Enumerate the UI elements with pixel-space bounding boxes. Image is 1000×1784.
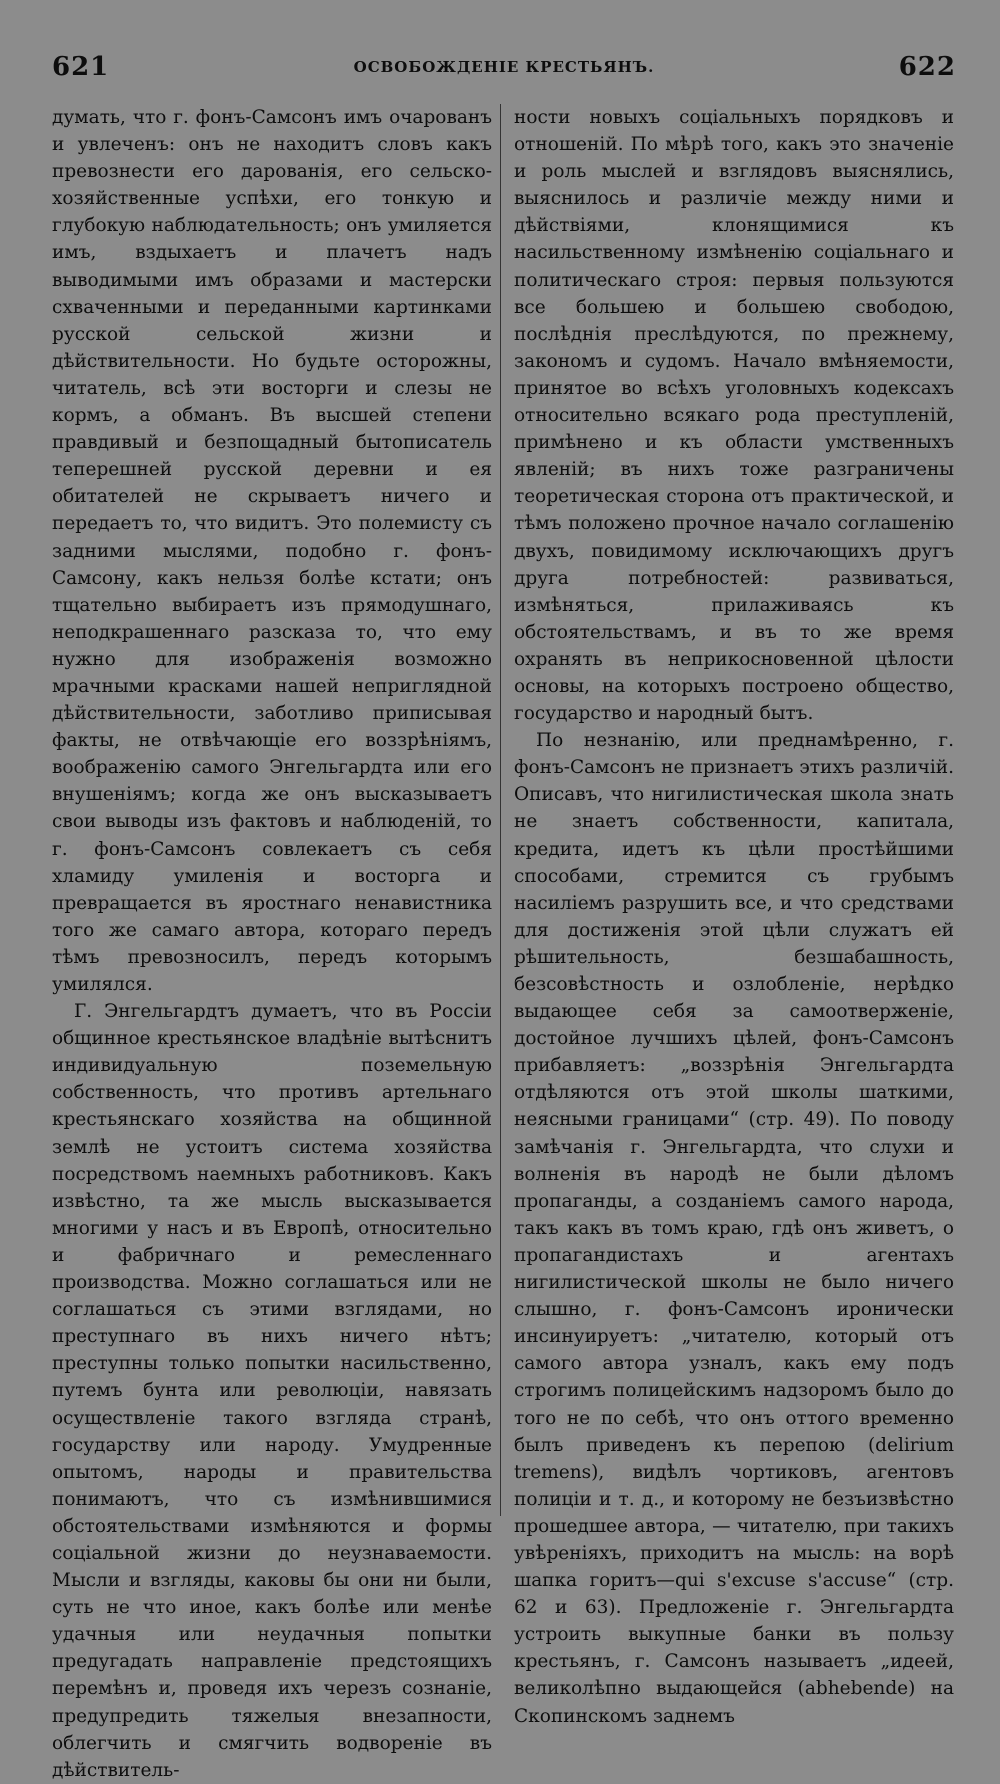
column-divider bbox=[500, 104, 501, 1516]
page-header bbox=[52, 50, 956, 86]
left-column bbox=[52, 104, 492, 1784]
left-paragraph-2: Г. Энгельгардтъ думаетъ, что въ Россіи общинное крестьянское владѣніе вытѣснитъ индивидуальную поземельную собственность, что противъ артельнаго крестьянскаго хозяйства на общинной землѣ не устоитъ система хозяйства посредствомъ наемныхъ работниковъ. Какъ извѣстно, та же мысль высказывается многими у насъ и въ Европѣ, относительно и фабричнаго и ремесленнаго производства. Можно соглашаться или не соглашаться съ этими взглядами, но преступнаго въ нихъ ничего нѣтъ; преступны только попытки насильственно, путемъ бунта или революціи, навязать осуществленіе такого взгляда странѣ, государству или народу. Умудренные опытомъ, народы и правительства понимаютъ, что съ измѣнившимися обстоятельствами измѣняются и формы соціальной жизни до неузнаваемости. Мысли и взгляды, каковы бы они ни были, суть не что иное, какъ болѣе или менѣе удачныя или неудачныя попытки предугадать направленіе предстоящихъ перемѣнъ и, проведя ихъ черезъ сознаніе, предупредить тяжелыя внезапности, облегчить и смягчить водвореніе въ дѣйствитель- bbox=[52, 1001, 492, 1781]
running-title: ОСВОБОЖДЕНІЕ КРЕСТЬЯНЪ. bbox=[353, 58, 655, 76]
page-number-right: 622 bbox=[898, 52, 956, 82]
left-paragraph-1: думать, что г. фонъ-Самсонъ имъ очарованъ и увлеченъ: онъ не находитъ словъ какъ превознести его дарованія, его сельско-хозяйственные успѣхи, его тонкую и глубокую наблюдательность; онъ умиляется имъ, вздыхаетъ и плачетъ надъ выводимыми имъ образами и мастерски схваченными и переданными картинками русской сельской жизни и дѣйствительности. Но будьте осторожны, читатель, всѣ эти восторги и слезы не кормъ, а обманъ. Въ высшей степени правдивый и безпощадный бытописатель теперешней русской деревни и ея обитателей не скрываетъ ничего и передаетъ то, что видитъ. Это полемисту съ задними мыслями, подобно г. фонъ-Самсону, какъ нельзя болѣе кстати; онъ тщательно выбираетъ изъ прямодушнаго, неподкрашеннаго разсказа то, что ему нужно для изображенія возможно мрачными красками нашей неприглядной дѣйствительности, заботливо приписывая факты, не отвѣчающіе его воззрѣніямъ, воображенію самого Энгельгардта или его внушеніямъ; когда же онъ высказываетъ свои выводы изъ фактовъ и наблюденій, то г. фонъ-Самсонъ совлекаетъ съ себя хламиду умиленія и восторга и превращается въ яростнаго ненавистника того же самаго автора, котораго передъ тѣмъ превозносилъ, передъ которымъ умилялся. bbox=[52, 107, 492, 995]
right-column bbox=[514, 104, 954, 1730]
right-paragraph-1: ности новыхъ соціальныхъ порядковъ и отношеній. По мѣрѣ того, какъ это значеніе и роль мыслей и взглядовъ выяснялись, выяснилось и различіе между ними и дѣйствіями, клонящимися къ насильственному измѣненію соціальнаго и политическаго строя: первыя пользуются все большею и большею свободою, послѣднія преслѣдуются, по прежнему, закономъ и судомъ. Начало вмѣняемости, принятое во всѣхъ уголовныхъ кодексахъ относительно всякаго рода преступленій, примѣнено и къ области умственныхъ явленій; въ нихъ тоже разграничены теоретическая сторона отъ практической, и тѣмъ положено прочное начало соглашенію двухъ, повидимому исключающихъ другъ друга потребностей: развиваться, измѣняться, прилаживаясь къ обстоятельствамъ, и въ то же время охранять въ неприкосновенной цѣлости основы, на которыхъ построено общество, государство и народный бытъ. bbox=[514, 107, 954, 725]
right-paragraph-2: По незнанію, или преднамѣренно, г. фонъ-Самсонъ не признаетъ этихъ различій. Описавъ, что нигилистическая школа знать не знаетъ собственности, капитала, кредита, идетъ къ цѣли простѣйшими способами, стремится съ грубымъ насиліемъ разрушить все, и что средствами для достиженія этой цѣли служатъ ей рѣшительность, безшабашность, безсовѣстность и озлобленіе, нерѣдко выдающее себя за самоотверженіе, достойное лучшихъ цѣлей, фонъ-Самсонъ прибавляетъ: „воззрѣнія Энгельгардта отдѣляются отъ этой школы шаткими, неясными границами“ (стр. 49). По поводу замѣчанія г. Энгельгардта, что слухи и волненія въ народѣ не были дѣломъ пропаганды, а созданіемъ самого народа, такъ какъ въ томъ краю, гдѣ онъ живетъ, о пропагандистахъ и агентахъ нигилистической школы не было ничего слышно, г. фонъ-Самсонъ иронически инсинуируетъ: „читателю, который отъ самого автора узналъ, какъ ему подъ строгимъ полицейскимъ надзоромъ было до того не по себѣ, что онъ оттого временно былъ приведенъ къ перепою (delirium tremens), видѣлъ чортиковъ, агентовъ полиціи и т. д., и которому не безъизвѣстно прошедшее автора, — читателю, при такихъ увѣреніяхъ, приходитъ на мысль: на ворѣ шапка горитъ—qui s'excuse s'accuse“ (стр. 62 и 63). Предложеніе г. Энгельгардта устроить выкупные банки въ пользу крестьянъ, г. Самсонъ называетъ „идеей, великолѣпно выдающейся (abhebende) на Скопинскомъ заднемъ bbox=[514, 730, 954, 1727]
page-number-left: 621 bbox=[52, 52, 110, 82]
